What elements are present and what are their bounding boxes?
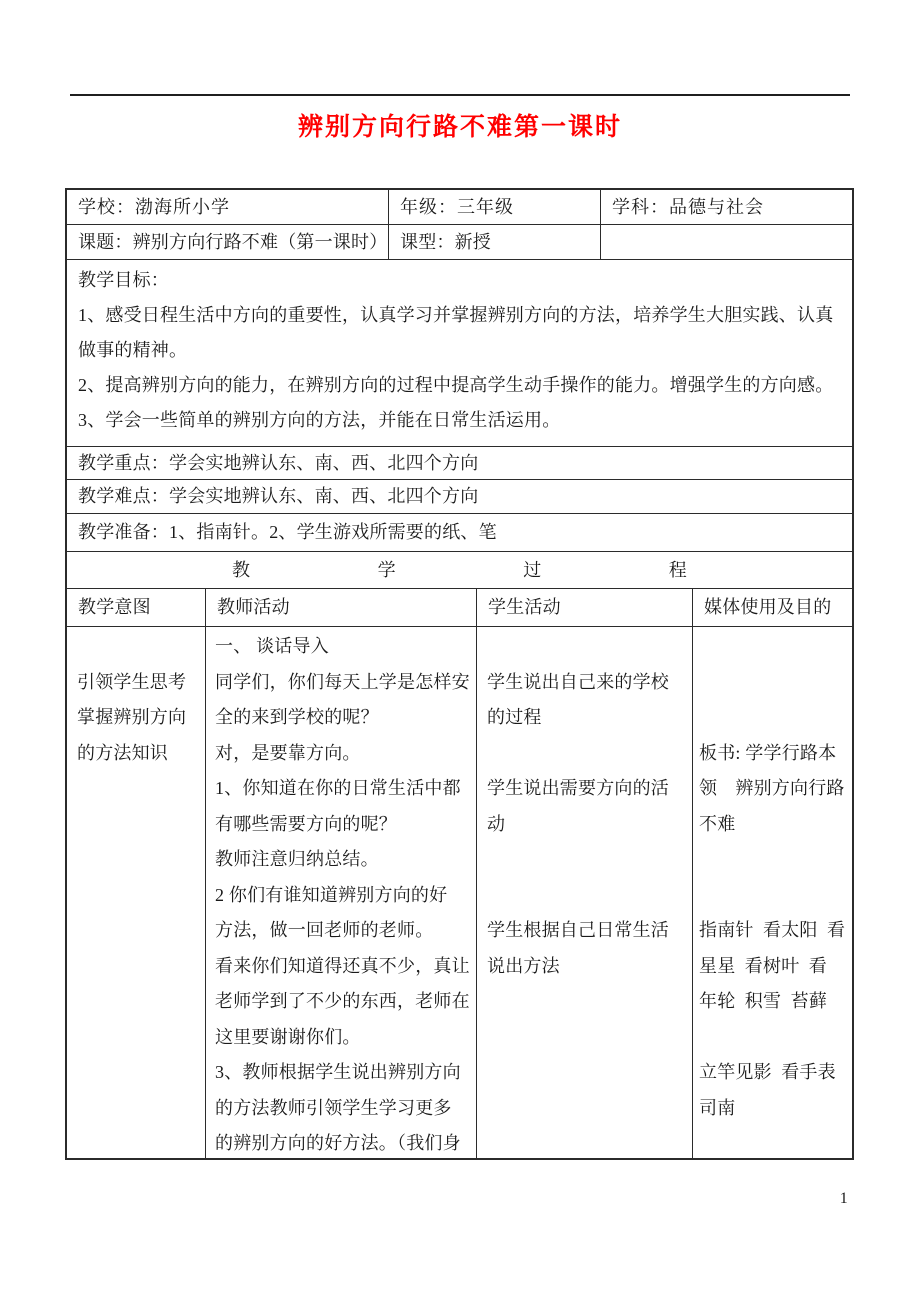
text-line: 3、学会一些简单的辨别方向的方法，并能在日常生活运用。 <box>78 410 561 430</box>
text-line <box>699 878 852 914</box>
text-line: 星星 看树叶 看 <box>699 955 827 976</box>
text-line: 同学们，你们每天上学是怎样安 <box>215 671 470 692</box>
text-line: 1、感受日程生活中方向的重要性，认真学习并掌握辨别方向的方法，培养学生大胆实践、认真 <box>78 305 834 325</box>
text-line: 板书: 学学行路本 <box>699 742 837 763</box>
lesson-type-cell: 课型：新授 <box>389 225 601 259</box>
difficulty-row <box>67 480 852 514</box>
text-line: 2、提高辨别方向的能力，在辨别方向的过程中提高学生动手操作的能力。增强学生的方向感。 <box>78 375 834 395</box>
text-line <box>487 1055 692 1091</box>
header-divider <box>70 94 850 96</box>
text-line: 的方法知识 <box>77 742 168 763</box>
text-line <box>699 1126 852 1160</box>
document-title: 辨别方向行路不难第一课时 <box>297 114 622 141</box>
preparation-cell: 教学准备：1、指南针。2、学生游戏所需要的纸、笔 <box>78 522 497 542</box>
text-line: 有哪些需要方向的呢？ <box>215 813 397 834</box>
grade-cell: 年级：三年级 <box>389 190 601 224</box>
page-number: 1 <box>839 1190 848 1207</box>
text-line <box>487 1091 692 1127</box>
text-line <box>699 1020 852 1056</box>
empty-cell <box>601 225 852 259</box>
text-line: 司南 <box>699 1097 736 1118</box>
text-line: 学生说出需要方向的活 <box>487 778 669 798</box>
text-line: 领 辨别方向行路 <box>699 778 845 798</box>
text-line: 学生根据自己日常生活 <box>487 920 669 940</box>
text-line: 3、教师根据学生说出辨别方向 <box>215 1062 461 1082</box>
teacher-activity-cell <box>206 627 477 1160</box>
key-point-cell: 教学重点：学会实地辨认东、南、西、北四个方向 <box>78 453 479 473</box>
intent-cell <box>67 627 206 1160</box>
subject-cell: 学科：品德与社会 <box>612 197 764 217</box>
text-line: 老师学到了不少的东西，老师在 <box>215 991 470 1011</box>
key-point-row <box>67 447 852 480</box>
text-line: 引领学生思考 <box>77 671 187 692</box>
lesson-plan-table <box>65 188 854 1160</box>
goals-cell <box>67 260 852 446</box>
text-line <box>487 984 692 1020</box>
school-cell: 学校：渤海所小学 <box>67 190 389 224</box>
text-line <box>487 629 692 665</box>
info-row-1 <box>67 190 852 225</box>
process-title-row <box>67 552 852 589</box>
text-line: 1、你知道在你的日常生活中都 <box>215 778 461 798</box>
text-line <box>487 842 692 878</box>
topic-cell: 课题：辨别方向行路不难（第一课时） <box>67 225 389 259</box>
text-line: 立竿见影 看手表 <box>699 1062 836 1082</box>
text-line: 说出方法 <box>487 955 560 976</box>
text-line <box>699 700 852 736</box>
text-line <box>487 878 692 914</box>
difficulty-cell: 教学难点：学会实地辨认东、南、西、北四个方向 <box>78 486 479 506</box>
text-line: 对，是要靠方向。 <box>215 742 361 763</box>
text-line: 动 <box>487 813 506 834</box>
text-line: 一、 谈话导入 <box>215 636 329 656</box>
text-line: 指南针 看太阳 看 <box>699 920 846 940</box>
text-line: 的过程 <box>487 707 542 727</box>
column-header-intent: 教学意图 <box>67 589 206 626</box>
column-header-media: 媒体使用及目的 <box>704 597 832 617</box>
text-line: 的方法教师引领学生学习更多 <box>215 1097 452 1118</box>
text-line: 方法，做一回老师的老师。 <box>215 920 434 940</box>
goals-row <box>67 260 852 447</box>
column-header-teacher: 教师活动 <box>206 589 477 626</box>
text-line: 看来你们知道得还真不少，真让 <box>215 955 470 976</box>
text-line <box>699 629 852 665</box>
process-title-cell: 教 学 过 程 <box>232 560 687 580</box>
text-line <box>487 736 692 772</box>
text-line: 学生说出自己来的学校 <box>487 671 669 692</box>
text-line: 年轮 积雪 苔藓 <box>699 991 827 1011</box>
info-row-2 <box>67 225 852 260</box>
text-line: 掌握辨别方向 <box>77 707 187 727</box>
text-line: 做事的精神。 <box>78 340 188 360</box>
text-line: 不难 <box>699 813 736 834</box>
student-activity-cell <box>477 627 693 1160</box>
text-line: 这里要谢谢你们。 <box>215 1026 361 1047</box>
process-content-row <box>67 627 852 1160</box>
text-line: 教师注意归纳总结。 <box>215 849 379 869</box>
media-usage-cell <box>693 627 852 1160</box>
text-line: 的辨别方向的好方法。（我们身 <box>215 1133 461 1153</box>
preparation-row <box>67 514 852 552</box>
text-line <box>487 1126 692 1160</box>
text-line: 2 你们有谁知道辨别方向的好 <box>215 884 448 905</box>
process-header-row <box>67 589 852 627</box>
column-header-student: 学生活动 <box>477 589 693 626</box>
text-line: 全的来到学校的呢？ <box>215 707 379 727</box>
text-line <box>699 842 852 878</box>
text-line: 教学目标： <box>78 270 169 290</box>
text-line <box>699 665 852 701</box>
text-line <box>77 629 205 665</box>
text-line <box>487 1020 692 1056</box>
